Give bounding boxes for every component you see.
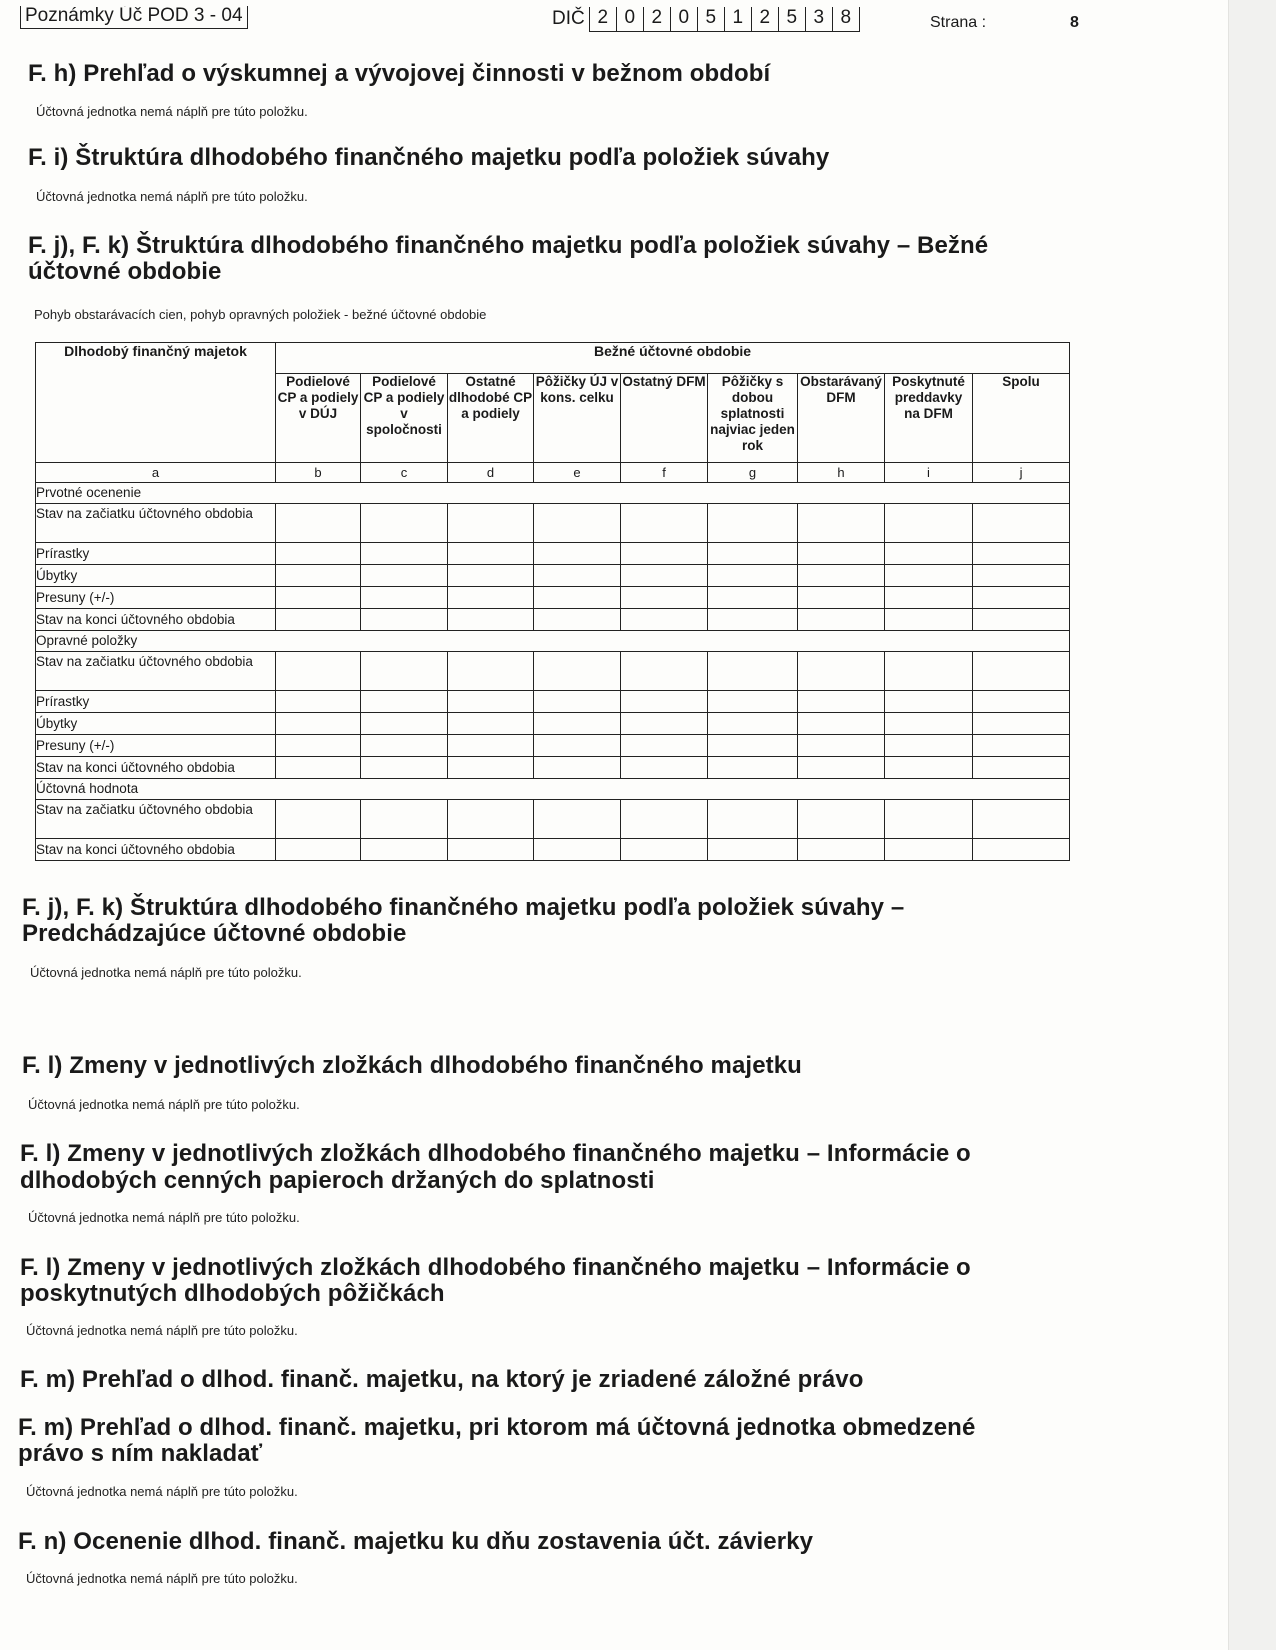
heading-fjk-current-line1: F. j), F. k) Štruktúra dlhodobého finančného majetku podľa položiek súvahy – Bežné (28, 232, 989, 259)
column-header: Podielové CP a podiely v spoločnosti (361, 374, 448, 463)
value-cell (361, 609, 448, 631)
value-cell (361, 839, 448, 861)
scan-page-edge (1228, 0, 1276, 1650)
value-cell (708, 839, 798, 861)
value-cell (973, 652, 1070, 691)
value-cell (361, 565, 448, 587)
table-subtitle: Pohyb obstarávacích cien, pohyb opravných položiek - bežné účtovné obdobie (34, 307, 487, 322)
note-fi: Účtovná jednotka nemá náplň pre túto položku. (36, 189, 308, 204)
table-row (36, 757, 1070, 779)
value-cell (708, 800, 798, 839)
value-cell (798, 652, 885, 691)
table-row (36, 839, 1070, 861)
dic-digit: 2 (644, 7, 671, 31)
value-cell (448, 543, 534, 565)
dic-digit: 3 (806, 7, 833, 31)
row-label: Prírastky (36, 691, 276, 713)
value-cell (621, 800, 708, 839)
value-cell (276, 839, 361, 861)
heading-fl3-line2: poskytnutých dlhodobých pôžičkách (20, 1280, 445, 1307)
value-cell (361, 504, 448, 543)
value-cell (621, 757, 708, 779)
table-row (36, 504, 1070, 543)
value-cell (361, 713, 448, 735)
value-cell (973, 757, 1070, 779)
column-letter: i (885, 463, 973, 483)
heading-fl3-line1: F. l) Zmeny v jednotlivých zložkách dlhodobého finančného majetku – Informácie o (20, 1254, 971, 1281)
value-cell (708, 757, 798, 779)
heading-fi: F. i) Štruktúra dlhodobého finančného majetku podľa položiek súvahy (28, 144, 830, 171)
value-cell (448, 565, 534, 587)
dic-digit: 2 (752, 7, 779, 31)
value-cell (361, 691, 448, 713)
row-label: Presuny (+/-) (36, 587, 276, 609)
value-cell (534, 800, 621, 839)
value-cell (621, 839, 708, 861)
value-cell (885, 652, 973, 691)
value-cell (708, 543, 798, 565)
dic-digit: 1 (725, 7, 752, 31)
value-cell (276, 609, 361, 631)
dfm-movement-table (35, 342, 1070, 861)
column-letter: b (276, 463, 361, 483)
value-cell (621, 713, 708, 735)
period-title: Bežné účtovné obdobie (276, 343, 1070, 374)
value-cell (534, 757, 621, 779)
value-cell (708, 504, 798, 543)
value-cell (448, 691, 534, 713)
value-cell (621, 587, 708, 609)
value-cell (885, 543, 973, 565)
dic-digit: 2 (590, 7, 617, 31)
value-cell (885, 800, 973, 839)
table-row (36, 543, 1070, 565)
value-cell (885, 757, 973, 779)
row-label: Stav na začiatku účtovného obdobia (36, 652, 276, 691)
value-cell (276, 565, 361, 587)
dic-digit: 8 (840, 6, 852, 28)
column-header: Ostatné dlhodobé CP a podiely (448, 374, 534, 463)
column-letter: h (798, 463, 885, 483)
column-header: Podielové CP a podiely v DÚJ (276, 374, 361, 463)
page-label: Strana : (930, 14, 987, 31)
value-cell (708, 691, 798, 713)
value-cell (621, 735, 708, 757)
column-letter: d (448, 463, 534, 483)
value-cell (885, 713, 973, 735)
table-row (36, 735, 1070, 757)
column-header: Pôžičky ÚJ v kons. celku (534, 374, 621, 463)
value-cell (361, 543, 448, 565)
column-letter: f (621, 463, 708, 483)
heading-fjk-previous-line2: Predchádzajúce účtovné obdobie (22, 920, 407, 947)
table-row (36, 609, 1070, 631)
value-cell (973, 800, 1070, 839)
value-cell (798, 713, 885, 735)
row-label: Stav na začiatku účtovného obdobia (36, 800, 276, 839)
value-cell (798, 587, 885, 609)
value-cell (534, 543, 621, 565)
value-cell (798, 735, 885, 757)
value-cell (798, 839, 885, 861)
value-cell (361, 735, 448, 757)
row-label: Stav na konci účtovného obdobia (36, 839, 276, 861)
value-cell (621, 609, 708, 631)
heading-fjk-current-line2: účtovné obdobie (28, 258, 222, 285)
note-fl3: Účtovná jednotka nemá náplň pre túto položku. (26, 1323, 298, 1338)
note-fjk-previous: Účtovná jednotka nemá náplň pre túto položku. (30, 965, 302, 980)
value-cell (973, 713, 1070, 735)
value-cell (276, 504, 361, 543)
heading-fn: F. n) Ocenenie dlhod. finanč. majetku ku dňu zostavenia účt. závierky (18, 1528, 814, 1555)
dic-digit: 5 (779, 7, 806, 31)
value-cell (621, 504, 708, 543)
table-row (36, 565, 1070, 587)
note-fl1: Účtovná jednotka nemá náplň pre túto položku. (28, 1097, 300, 1112)
value-cell (448, 587, 534, 609)
value-cell (798, 504, 885, 543)
table-section: Účtovná hodnota (36, 779, 1070, 800)
note-fm2: Účtovná jednotka nemá náplň pre túto položku. (26, 1484, 298, 1499)
table-row (36, 587, 1070, 609)
value-cell (973, 691, 1070, 713)
table-row (36, 800, 1070, 839)
value-cell (276, 800, 361, 839)
column-letter: e (534, 463, 621, 483)
value-cell (885, 504, 973, 543)
value-cell (621, 652, 708, 691)
note-fn: Účtovná jednotka nemá náplň pre túto položku. (26, 1571, 298, 1586)
value-cell (276, 543, 361, 565)
table-section: Opravné položky (36, 631, 1070, 652)
value-cell (885, 691, 973, 713)
value-cell (973, 609, 1070, 631)
dic-digit: 0 (671, 7, 698, 31)
value-cell (885, 839, 973, 861)
row-label: Stav na začiatku účtovného obdobia (36, 504, 276, 543)
value-cell (361, 652, 448, 691)
value-cell (798, 757, 885, 779)
value-cell (798, 565, 885, 587)
heading-fl2-line1: F. l) Zmeny v jednotlivých zložkách dlhodobého finančného majetku – Informácie o (20, 1140, 971, 1167)
value-cell (276, 691, 361, 713)
column-letter: a (36, 463, 276, 483)
heading-fm1: F. m) Prehľad o dlhod. finanč. majetku, na ktorý je zriadené záložné právo (20, 1366, 864, 1393)
column-header: Pôžičky s dobou splatnosti najviac jeden rok (708, 374, 798, 463)
value-cell (885, 565, 973, 587)
form-code: Poznámky Úč POD 3 - 04 (20, 6, 248, 29)
column-letter: c (361, 463, 448, 483)
row-label: Presuny (+/-) (36, 735, 276, 757)
row-label: Stav na konci účtovného obdobia (36, 609, 276, 631)
value-cell (534, 839, 621, 861)
value-cell (534, 652, 621, 691)
heading-fl1: F. l) Zmeny v jednotlivých zložkách dlhodobého finančného majetku (22, 1052, 802, 1079)
value-cell (708, 652, 798, 691)
value-cell (534, 504, 621, 543)
value-cell (973, 504, 1070, 543)
table-row (36, 652, 1070, 691)
table-section: Prvotné ocenenie (36, 483, 1070, 504)
value-cell (973, 735, 1070, 757)
note-fl2: Účtovná jednotka nemá náplň pre túto položku. (28, 1210, 300, 1225)
value-cell (276, 735, 361, 757)
column-letter: g (708, 463, 798, 483)
table-row (36, 691, 1070, 713)
heading-fjk-previous-line1: F. j), F. k) Štruktúra dlhodobého finančného majetku podľa položiek súvahy – (22, 894, 905, 921)
value-cell (448, 504, 534, 543)
row-header-title: Dlhodobý finančný majetok (36, 343, 276, 463)
value-cell (973, 839, 1070, 861)
value-cell (448, 839, 534, 861)
value-cell (448, 757, 534, 779)
value-cell (621, 691, 708, 713)
value-cell (708, 713, 798, 735)
value-cell (708, 735, 798, 757)
heading-fm2-line1: F. m) Prehľad o dlhod. finanč. majetku, pri ktorom má účtovná jednotka obmedzené (18, 1414, 976, 1441)
value-cell (448, 735, 534, 757)
value-cell (534, 587, 621, 609)
dic-digit: 5 (698, 7, 725, 31)
row-label: Úbytky (36, 713, 276, 735)
value-cell (885, 609, 973, 631)
heading-fl2-line2: dlhodobých cenných papieroch držaných do splatnosti (20, 1167, 655, 1194)
value-cell (973, 543, 1070, 565)
column-header: Ostatný DFM (621, 374, 708, 463)
value-cell (708, 565, 798, 587)
column-header: Spolu (973, 374, 1070, 463)
value-cell (448, 609, 534, 631)
value-cell (361, 800, 448, 839)
table-row (36, 713, 1070, 735)
value-cell (885, 587, 973, 609)
column-header: Obstarávaný DFM (798, 374, 885, 463)
dic-field (552, 6, 860, 32)
value-cell (708, 587, 798, 609)
value-cell (973, 565, 1070, 587)
value-cell (448, 713, 534, 735)
value-cell (534, 565, 621, 587)
value-cell (534, 609, 621, 631)
value-cell (798, 609, 885, 631)
value-cell (534, 713, 621, 735)
value-cell (276, 757, 361, 779)
value-cell (448, 800, 534, 839)
heading-fh: F. h) Prehľad o výskumnej a vývojovej činnosti v bežnom období (28, 60, 771, 87)
value-cell (448, 652, 534, 691)
page-number: 8 (1070, 14, 1079, 31)
value-cell (534, 691, 621, 713)
value-cell (276, 713, 361, 735)
value-cell (621, 543, 708, 565)
column-header: Poskytnuté preddavky na DFM (885, 374, 973, 463)
value-cell (798, 543, 885, 565)
row-label: Stav na konci účtovného obdobia (36, 757, 276, 779)
value-cell (276, 587, 361, 609)
note-fh: Účtovná jednotka nemá náplň pre túto položku. (36, 104, 308, 119)
value-cell (798, 691, 885, 713)
row-label: Úbytky (36, 565, 276, 587)
value-cell (885, 735, 973, 757)
value-cell (276, 652, 361, 691)
dic-digit-boxes (589, 7, 860, 32)
value-cell (973, 587, 1070, 609)
value-cell (361, 587, 448, 609)
dic-label: DIČ (552, 8, 585, 29)
value-cell (798, 800, 885, 839)
dic-digit: 0 (617, 7, 644, 31)
heading-fm2-line2: právo s ním nakladať (18, 1440, 263, 1467)
value-cell (621, 565, 708, 587)
value-cell (534, 735, 621, 757)
column-letter: j (973, 463, 1070, 483)
value-cell (708, 609, 798, 631)
value-cell (361, 757, 448, 779)
row-label: Prírastky (36, 543, 276, 565)
